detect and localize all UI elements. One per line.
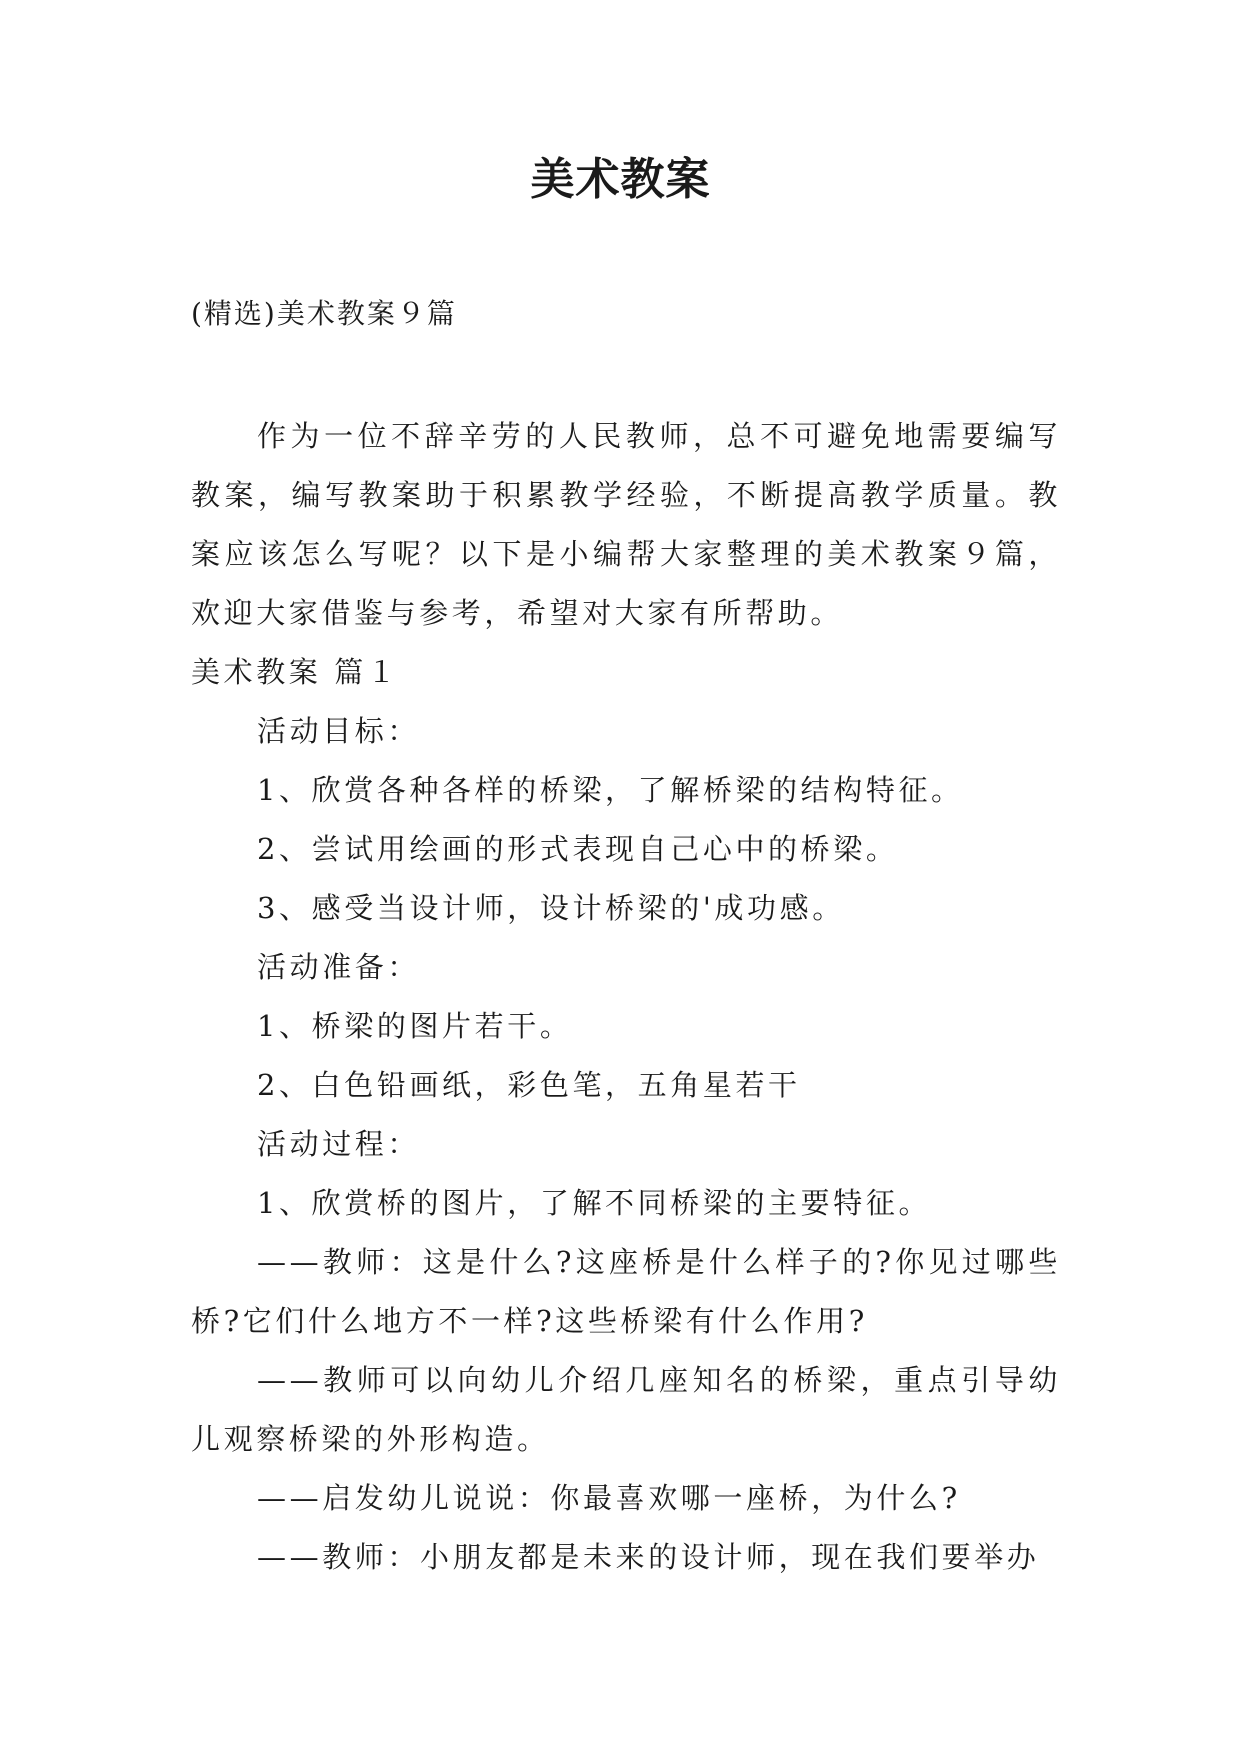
document-title: 美术教案: [530, 154, 711, 205]
paragraph-teacher-designer: ——教师：小朋友都是未来的设计师，现在我们要举办: [257, 1540, 1040, 1574]
paragraph-process-heading: 活动过程：: [257, 1127, 421, 1161]
document-body: [191, 407, 1061, 1587]
document-subtitle: (精选)美术教案９篇: [191, 297, 457, 330]
paragraph-goal-1: 1、欣赏各种各样的桥梁，了解桥梁的结构特征。: [257, 773, 964, 807]
paragraph-inspire-children: ——启发幼儿说说：你最喜欢哪一座桥，为什么?: [257, 1481, 961, 1515]
paragraph-preparation-heading: 活动准备：: [257, 950, 421, 984]
paragraph-goal-2: 2、尝试用绘画的形式表现自己心中的桥梁。: [257, 832, 899, 866]
paragraph-preparation-1: 1、桥梁的图片若干。: [257, 1009, 573, 1043]
paragraph-activity-goals-heading: 活动目标：: [257, 714, 421, 748]
paragraph-teacher-question: ——教师：这是什么?这座桥是什么样子的?你见过哪些桥?它们什么地方不一样?这些桥梁有什么作用?: [191, 1245, 1061, 1338]
intro-paragraph: 作为一位不辞辛劳的人民教师，总不可避免地需要编写教案，编写教案助于积累教学经验，不断提高教学质量。教案应该怎么写呢？以下是小编帮大家整理的美术教案９篇，欢迎大家借鉴与参考，希望对大家有所帮助。: [191, 419, 1061, 630]
paragraph-preparation-2: 2、白色铅画纸，彩色笔，五角星若干: [257, 1068, 801, 1102]
paragraph-process-1: 1、欣赏桥的图片，了解不同桥梁的主要特征。: [257, 1186, 932, 1220]
paragraph-goal-3: 3、感受当设计师，设计桥梁的'成功感。: [257, 891, 845, 925]
paragraph-teacher-introduce: ——教师可以向幼儿介绍几座知名的桥梁，重点引导幼儿观察桥梁的外形构造。: [191, 1363, 1061, 1456]
section-heading: 美术教案 篇１: [191, 655, 400, 689]
